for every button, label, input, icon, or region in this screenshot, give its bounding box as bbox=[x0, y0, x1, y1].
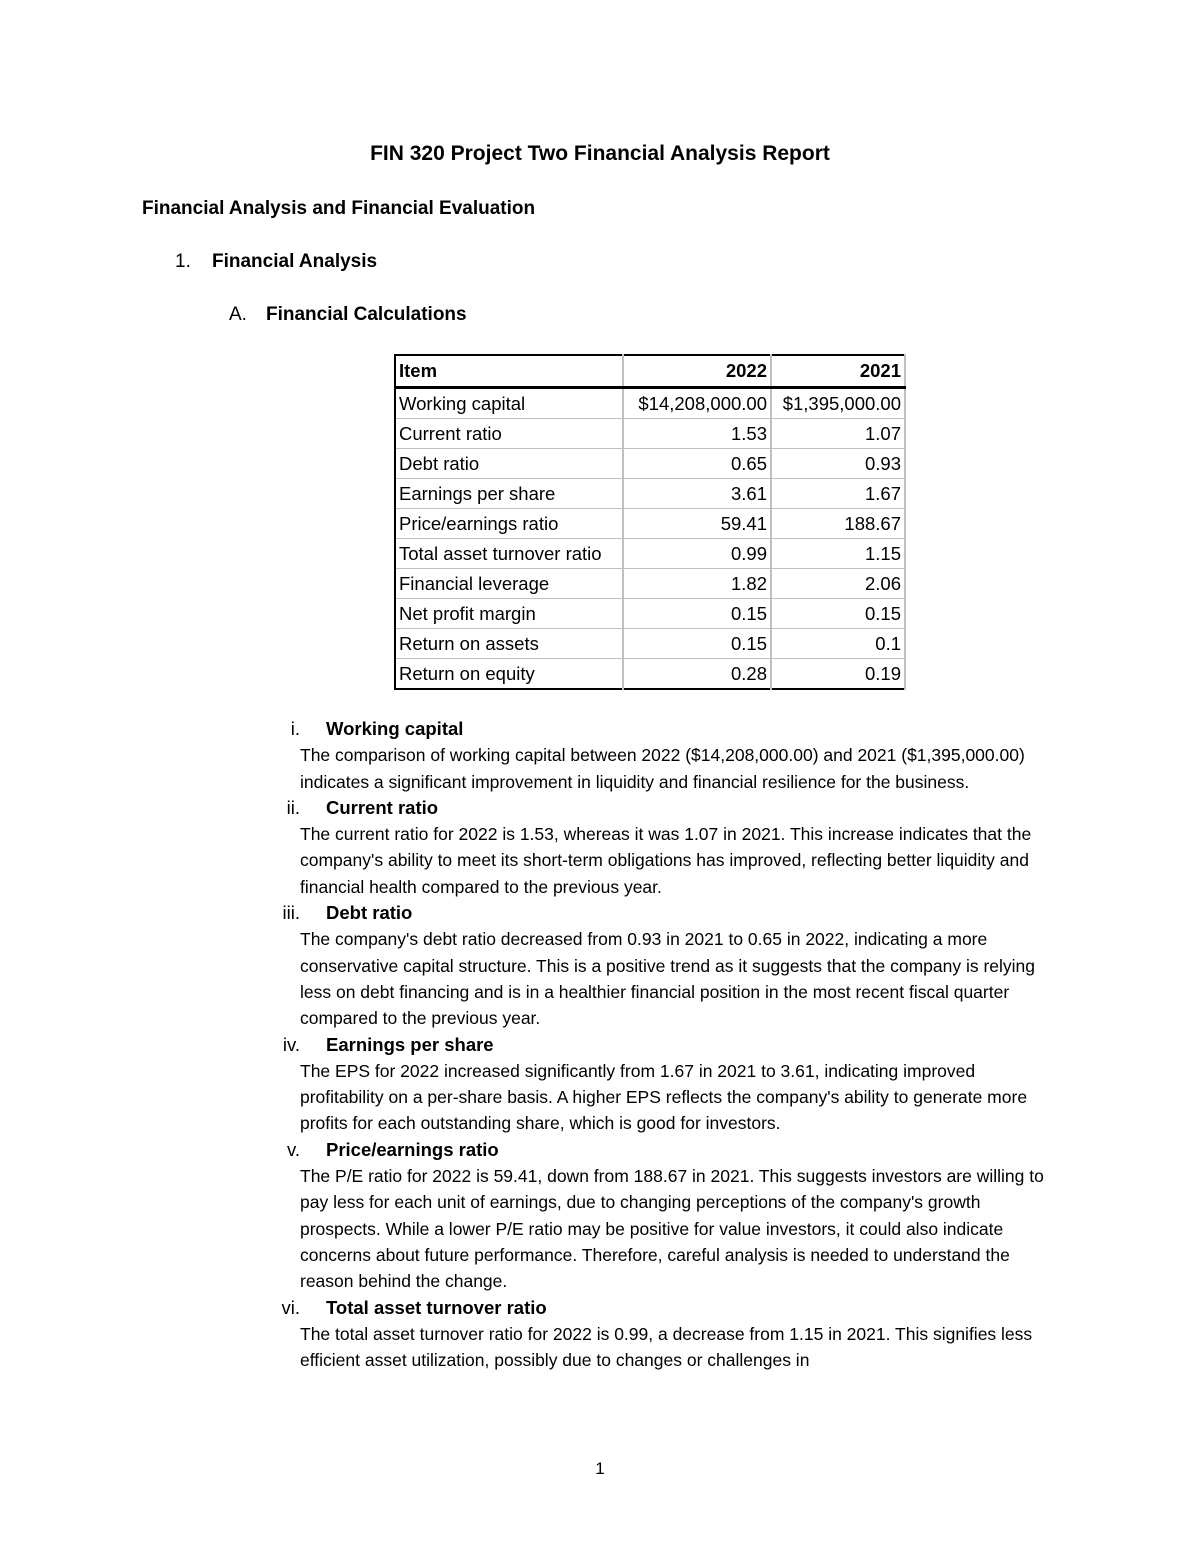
table-row bbox=[395, 569, 905, 599]
list-item bbox=[280, 1032, 1080, 1137]
subsubsection-label: Financial Calculations bbox=[266, 304, 467, 325]
table-cell-2022: $14,208,000.00 bbox=[623, 388, 771, 419]
table-row bbox=[395, 479, 905, 509]
table-header-row bbox=[395, 355, 905, 388]
list-item bbox=[280, 1295, 1080, 1374]
table-cell-2022: 3.61 bbox=[623, 479, 771, 509]
list-item-text: The current ratio for 2022 is 1.53, whereas it was 1.07 in 2021. This increase indicates that the company's ability to meet its short-term obligations has improved, reflecting better liquidity and financial health compared to the previous year. bbox=[300, 824, 1032, 897]
table-cell-item: Earnings per share bbox=[395, 479, 623, 509]
table-row bbox=[395, 509, 905, 539]
table-cell-item: Total asset turnover ratio bbox=[395, 539, 623, 569]
table-row bbox=[395, 388, 905, 419]
column-header-2022: 2022 bbox=[623, 355, 771, 388]
table-row bbox=[395, 539, 905, 569]
table-cell-item: Current ratio bbox=[395, 419, 623, 449]
list-item bbox=[280, 1137, 1080, 1295]
table-cell-2021: 2.06 bbox=[771, 569, 905, 599]
table-cell-2022: 1.53 bbox=[623, 419, 771, 449]
table-cell-item: Return on equity bbox=[395, 659, 623, 690]
list-item bbox=[280, 716, 1080, 795]
list-item-number: iv. bbox=[282, 1033, 300, 1055]
table-cell-item: Debt ratio bbox=[395, 449, 623, 479]
table-row bbox=[395, 599, 905, 629]
list-item-heading bbox=[280, 1295, 1080, 1321]
table-cell-2021: $1,395,000.00 bbox=[771, 388, 905, 419]
section-heading: Financial Analysis and Financial Evaluation bbox=[142, 198, 536, 219]
subsubsection-heading bbox=[229, 304, 467, 326]
list-item bbox=[280, 795, 1080, 900]
list-item-number: ii. bbox=[286, 796, 300, 818]
list-item-number: iii. bbox=[282, 902, 300, 924]
table-cell-2022: 0.99 bbox=[623, 539, 771, 569]
list-item-text: The company's debt ratio decreased from 0.93 in 2021 to 0.65 in 2022, indicating a more conservative capital structure. This is a positive trend as it suggests that the company is relying less on debt financing and is in a healthier financial position in the most recent fiscal quarter compared to the previous year. bbox=[300, 929, 1036, 1029]
list-item-number: vi. bbox=[281, 1296, 300, 1318]
subsection-number: 1. bbox=[175, 251, 191, 272]
list-item-text: The total asset turnover ratio for 2022 is 0.99, a decrease from 1.15 in 2021. This signifies less efficient asset utilization, possibly due to changes or challenges in bbox=[300, 1323, 1033, 1371]
table-cell-item: Price/earnings ratio bbox=[395, 509, 623, 539]
column-header-item: Item bbox=[395, 355, 623, 388]
list-item-heading bbox=[280, 1032, 1080, 1058]
subsection-heading bbox=[175, 251, 377, 273]
subsubsection-number: A. bbox=[229, 304, 247, 325]
table-cell-item: Financial leverage bbox=[395, 569, 623, 599]
table-cell-2022: 0.28 bbox=[623, 659, 771, 690]
table-row bbox=[395, 449, 905, 479]
column-header-2021: 2021 bbox=[771, 355, 905, 388]
table-cell-2021: 188.67 bbox=[771, 509, 905, 539]
list-item-number: v. bbox=[286, 1138, 300, 1160]
list-item bbox=[280, 900, 1080, 1031]
table-cell-2021: 0.15 bbox=[771, 599, 905, 629]
table-row bbox=[395, 419, 905, 449]
table-cell-2021: 0.93 bbox=[771, 449, 905, 479]
table-cell-2021: 0.1 bbox=[771, 629, 905, 659]
table-cell-2021: 1.15 bbox=[771, 539, 905, 569]
table-cell-item: Working capital bbox=[395, 388, 623, 419]
table-row bbox=[395, 659, 905, 690]
table-cell-2022: 0.15 bbox=[623, 629, 771, 659]
list-item-heading bbox=[280, 1137, 1080, 1163]
list-item-title: Working capital bbox=[326, 718, 464, 739]
list-item-title: Debt ratio bbox=[326, 902, 413, 924]
list-item-title: Earnings per share bbox=[326, 1033, 494, 1055]
list-item-heading bbox=[280, 716, 1080, 742]
list-item-text: The EPS for 2022 increased significantly from 1.67 in 2021 to 3.61, indicating improved profitability on a per-share basis. A higher EPS reflects the company's ability to generate more profits for each outstanding share, which is good for investors. bbox=[300, 1060, 1028, 1134]
table-cell-item: Net profit margin bbox=[395, 599, 623, 629]
table-cell-item: Return on assets bbox=[395, 629, 623, 659]
list-item-heading bbox=[280, 900, 1080, 926]
list-item-heading bbox=[280, 795, 1080, 821]
list-item-text: The comparison of working capital between 2022 ($14,208,000.00) and 2021 ($1,395,000.00) indicates a significant improvement in liquidity and financial resilience for the business. bbox=[300, 745, 1025, 792]
table-row bbox=[395, 629, 905, 659]
document-title: FIN 320 Project Two Financial Analysis Report bbox=[370, 142, 830, 165]
table-cell-2022: 0.65 bbox=[623, 449, 771, 479]
subsection-label: Financial Analysis bbox=[212, 251, 378, 272]
table-cell-2021: 1.07 bbox=[771, 419, 905, 449]
table-cell-2021: 0.19 bbox=[771, 659, 905, 690]
table-cell-2022: 1.82 bbox=[623, 569, 771, 599]
table-cell-2022: 59.41 bbox=[623, 509, 771, 539]
table-cell-2022: 0.15 bbox=[623, 599, 771, 629]
page-number: 1 bbox=[595, 1459, 605, 1478]
list-item-text: The P/E ratio for 2022 is 59.41, down from 188.67 in 2021. This suggests investors are willing to pay less for each unit of earnings, due to changing perceptions of the company's growth prospects. While a lower P/E ratio may be positive for value investors, it could also indicate concerns about future performance. Therefore, careful analysis is needed to understand the reason behind the change. bbox=[300, 1166, 1044, 1292]
list-item-title: Price/earnings ratio bbox=[326, 1138, 499, 1160]
list-item-title: Total asset turnover ratio bbox=[326, 1296, 547, 1318]
financial-calculations-table bbox=[394, 354, 906, 690]
table-body bbox=[395, 388, 905, 690]
list-item-number: i. bbox=[290, 718, 300, 739]
list-item-title: Current ratio bbox=[326, 796, 439, 818]
ratio-analysis-list bbox=[280, 716, 1080, 1373]
table-cell-2021: 1.67 bbox=[771, 479, 905, 509]
